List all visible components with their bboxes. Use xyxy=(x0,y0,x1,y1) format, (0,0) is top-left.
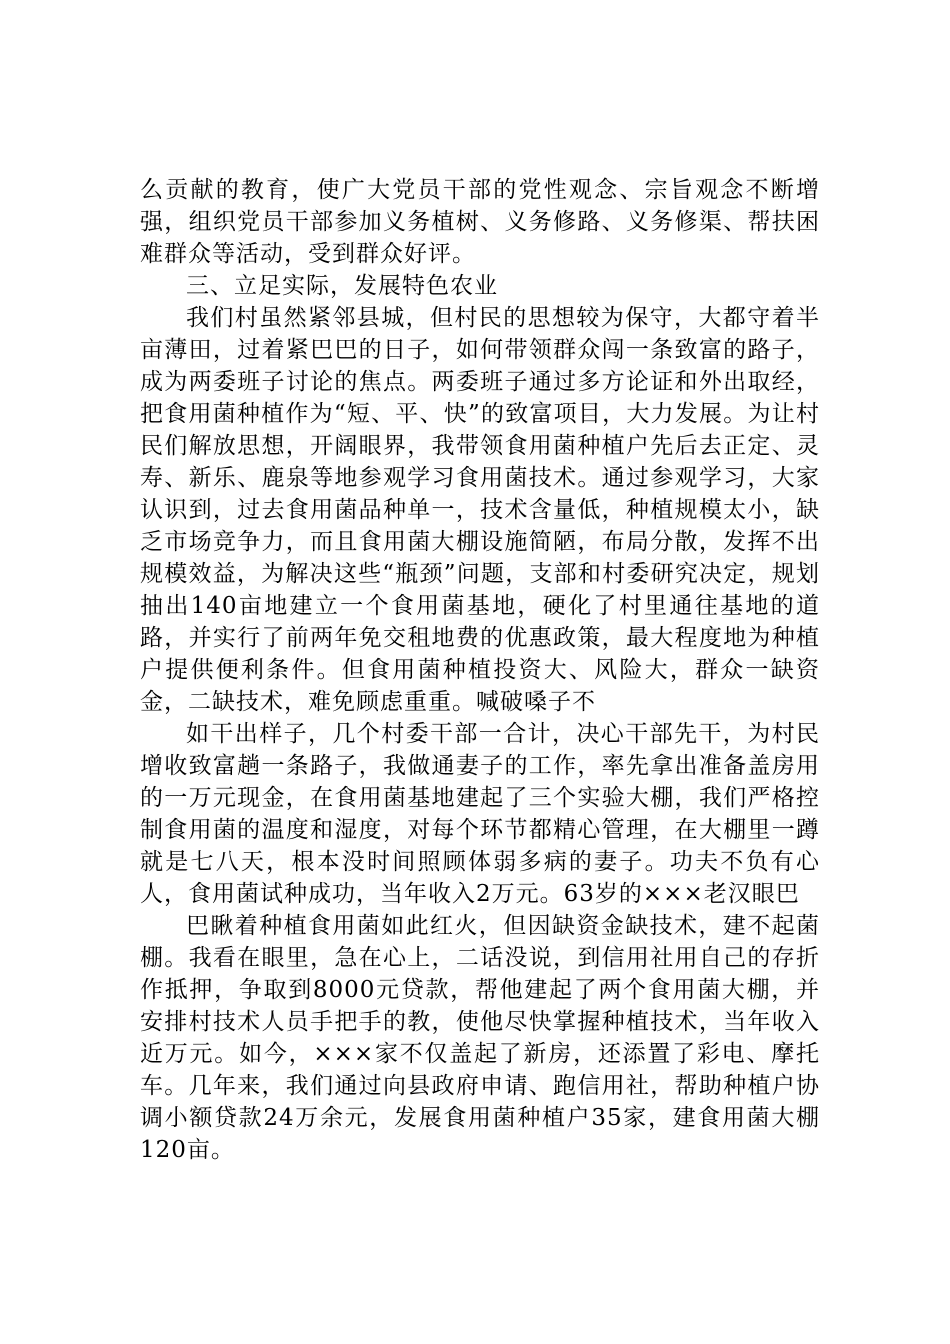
paragraph-body: 我们村虽然紧邻县城，但村民的思想较为保守，大都守着半亩薄田，过着紧巴巴的日子，如何带领群众闯一条致富的路子，成为两委班子讨论的焦点。两委班子通过多方论证和外出取经，把食用菌种植作为“短、平、快”的致富项目，大力发展。为让村民们解放思想，开阔眼界，我带领食用菌种植户先后去正定、灵寿、新乐、鹿泉等地参观学习食用菌技术。通过参观学习，大家认识到，过去食用菌品种单一，技术含量低，种植规模太小，缺乏市场竞争力，而且食用菌大棚设施简陋，布局分散，发挥不出规模效益，为解决这些“瓶颈”问题，支部和村委研究决定，规划抽出140亩地建立一个食用菌基地，硬化了村里通往基地的道路，并实行了前两年免交租地费的优惠政策，最大程度地为种植户提供便利条件。但食用菌种植投资大、风险大，群众一缺资金，二缺技术，难免顾虑重重。喊破嗓子不 xyxy=(140,305,820,715)
paragraph-body: 巴瞅着种植食用菌如此红火，但因缺资金缺技术，建不起菌棚。我看在眼里，急在心上，二话没说，到信用社用自己的存折作抵押，争取到8000元贷款，帮他建起了两个食用菌大棚，并安排村技术人员手把手的教，使他尽快掌握种植技术，当年收入近万元。如今，×××家不仅盖起了新房，还添置了彩电、摩托车。几年来，我们通过向县政府申请、跑信用社，帮助种植户协调小额贷款24万余元，发展食用菌种植户35家，建食用菌大棚120亩。 xyxy=(140,913,820,1163)
section-heading: 三、立足实际，发展特色农业 xyxy=(186,273,498,299)
paragraph-continuation: 么贡献的教育，使广大党员干部的党性观念、宗旨观念不断增强，组织党员干部参加义务植树、义务修路、义务修渠、帮扶困难群众等活动，受到群众好评。 xyxy=(140,177,820,267)
document-body xyxy=(140,174,820,1166)
paragraph-body: 如干出样子，几个村委干部一合计，决心干部先干，为村民增收致富趟一条路子，我做通妻子的工作，率先拿出准备盖房用的一万元现金，在食用菌基地建起了三个实验大棚，我们严格控制食用菌的温度和湿度，对每个环节都精心管理，在大棚里一蹲就是七八天，根本没时间照顾体弱多病的妻子。功夫不负有心人，食用菌试种成功，当年收入2万元。63岁的×××老汉眼巴 xyxy=(140,721,820,907)
